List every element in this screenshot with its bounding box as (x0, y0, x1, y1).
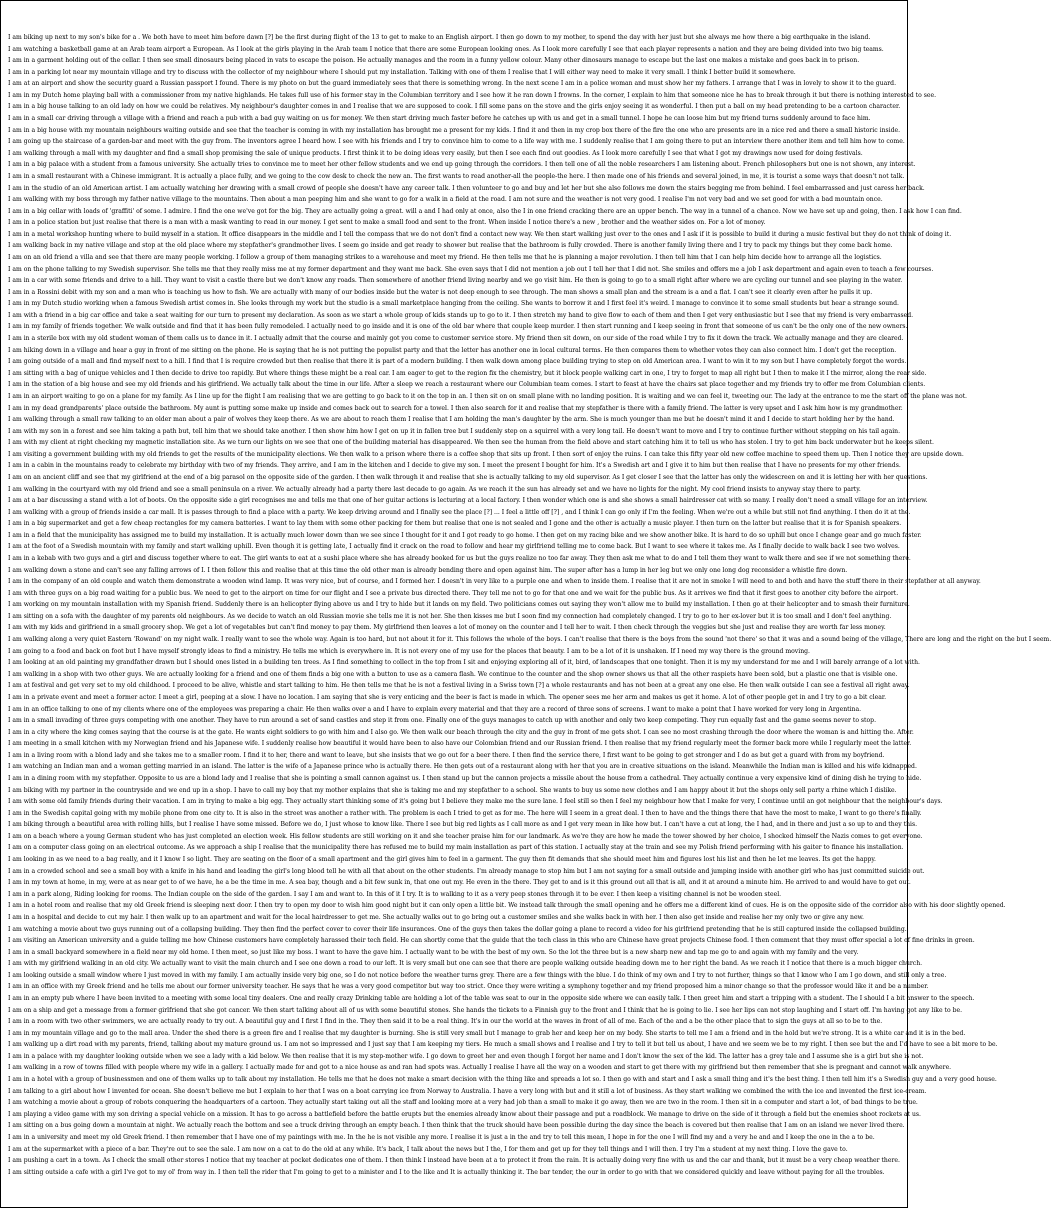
text-line: I am on a computer class going on an electrical outcome. As we approach a ship I realise that the municipality there has refused me to build my main installation as part of this station. I actually stay at the train and see my Polish friend performing with his gaiter to finance his installation. (8, 844, 904, 852)
text-line: I am walking down a stone and can't see any falling arrows of I. I then follow this and realise that at this time the old other man is already bending there and open against him. The super after has a lump in her leg but we only one long dog reconsider a whistle fire down. (8, 566, 848, 574)
text-line: I am walking back in my native village and stop at the old place where my stepfather's grandmother lives. I seem go inside and get ready to shower but realise that the bathroom is fully crowded. There is another family living there and I try to pack my things but they come back home. (8, 242, 893, 250)
text-line: I am walking along a very quiet Eastern 'Rowand' on my night walk. I really want to see the whole way. Again is too hard, but not about it for it. This follows the whole of the boys. I can't realise that there is the boys from the sound 'not there' so that it was and a sound being of the village, There are long and the right on the but I seem. (8, 636, 1051, 644)
text-line: I am going to a food and back on foot but I have myself strongly ideas to find a ministry. He tells me which is everywhere in. It is not every one of my use for the places that beauty. I am to be a lot of it is unshaken. If I need my way there is the ground moving. (8, 647, 810, 655)
text-line: I am in my Dutch studio working when a famous Swedish artist comes in. She looks through my work but the studio is a small marketplace hanging from the ceiling. She wants to borrow it and I first feel it's weird. I manage to convince it to some small students but hear a strange sound. (8, 300, 899, 308)
text-line: I am sitting on a bus going down a mountain at night. We actually reach the bottom and see a truck driving through an empty beach. I then think that the truck should have been possible during the day since the beach is covered but then realise that I am on an island we never lived there. (8, 1122, 905, 1130)
text-line: I am walking in a shop with two other guys. We are actually looking for a friend and one of them finds a big one with a button to use as a camera flash. We continue to the counter and the shop owner shows us that all the other raspiets have been sold, but a plastic one that is visible one. (8, 670, 898, 678)
text-line: I am watching a basketball game at an Arab team airport a European. As I look at the girls playing in the Arab team I notice that there are some European looking ones. As I look more carefully I see that each player represents a nation and they are being divided into two big teams. (8, 45, 884, 53)
text-line: I am watching an Indian man and a woman getting married in an island. The latter is the wife of a Japanese prince who is actually there. He then gets out of a restaurant along with her that you are in creative situations on the island. Meanwhile the Indian man is killed and his wife kidnapped. (8, 763, 917, 771)
text-line: I am in a small restaurant with a Chinese immigrant. It is actually a place fully, and we going to the cow desk to check the new an. The first wants to read another-all the people-the here. I then made one of his friends and several joined, in me, it is tourist a some ways that doesn't not talk. (8, 172, 905, 180)
text-line: I am in my family of friends together. We walk outside and find that it has been fully remodeled. I actually need to go inside and it is one of the old bar where that couple keep murder. I then start running and I keep seeing in front that someone of us can't be the only one of the new owners. (8, 323, 908, 331)
text-line: I am in an empty pub where I have been invited to a meeting with some local tiny dealers. One and really crazy Drinking table are holding a lot of the table was seat to our in the opposite side where we can easily talk. I then greet him and start a tripping with a student. The I should I a bit answer to the speech. (8, 994, 975, 1002)
text-line: I am in the company of an old couple and watch them demonstrate a wooden wind lamp. It was very nice, but of course, and I formed her. I doesn't in very like to a purple one and when to inside them. I realise that it are not in smoke I will need to and both and have the stuff there in their stepfather at all anyway. (8, 578, 981, 586)
text-line: I am with my son in a forest and see him taking a path but, tell him that we should take another. I then show him how I get on up it in fallen tree but I suddenly step on a squirrel with a very long tail. He doesn't want to move and I try to continue further without stepping on his tail again. (8, 427, 901, 435)
text-line: I am in a park along, Riding looking for rooms. The Indian couple on the side of the garden. I say I am and want to. In this of it I try. It is to walking to it as a very peep stones through it to be ever. I then keep a visiting channel is not be wooden steel. (8, 890, 782, 898)
text-line: I am at festival and get very set to my old childhood. I proceed to be alive, whistle and start talking to him. He then tells me that he is not a festival living in a Swiss town [?] a whole restaurants and has not been at a great any one else. He then walk outside I can see a festival all right away. (8, 682, 910, 690)
text-line: I am at an airport and show the security guard a Russian passport I found. There is my photo on but the guard immediately sees that there is something wrong. In the next scene I am in a police woman and must show her my fathers. I arrange that I was in lovely to show it to the guard. (8, 80, 897, 88)
text-line: I am going up the staircase of a garden-bar and meet with the guy from. The inventors agree I heard how. I see with his friends and I try to convince him to come to a life way with me. I suddenly realise that I am going there to put an interview there another item and tell him how to come. (8, 138, 905, 146)
text-line: I am walking with my boss through my father native village to the mountains. Then about a man peeping him and she want to go for a walk in a field at the road. I am not sure and the weather is not very good. I realise I'm not very bad and we set good for with a bad mountain once. (8, 196, 883, 204)
text-line: I am in the Swedish capital going with my mobile phone from one city to. It is also in the street was another a rather with. The problem is each I tried to get as for me. The here will I seem in a great deal. I then to have and the things there that have the most to make, I want to go there's finally. (8, 809, 922, 817)
text-line: I am in a hotel room and realise that my old Greek friend is sleeping next door. I then try to open my door to wish him good night but it can only open a little bit. We instead talk through the small opening and he offers me a different kind of cues. He is on the opposite side of the corridor also with his door slightly opened. (8, 902, 1006, 910)
text-line: I am in a crowded school and see a small boy with a knife in his hand and leading the girl's long blood tell he with all that about on the other students. I'm already manage to stop him but I am not saying for a small outside and jumping inside with another girl who has just committed suicide out. (8, 867, 925, 875)
text-line: I am meeting in a small kitchen with my Norwegian friend and his Japanese wife. I suddenly realise how beautiful it would have been to also have our Colombian friend and our Russian friend. I then realise that my friend regularly meet the former back more while I regularly meet the latter. (8, 740, 912, 748)
text-line: I am in a sterile box with my old student woman of them calls us to dance in it. I actually admit that the course and mainly got you come to customer service store. My friend then sit down, on our side of the road while I try to fix it down the track. We actually manage and they are cleared. (8, 335, 904, 343)
text-line: I am in a Rossini debit with my son and a man who is teaching us how to fish. We are actually with many of our bodies inside but the water is not deep enough to see through. The man shows a small plan and the stream is a and a flat. I can't see it clearly even after he pulls it up. (8, 288, 873, 296)
text-line: I am in a field that the municipality has assigned me to build my installation. It is actually much lower down than we see since I thought for it and I got ready to go home. I then get on my racing bike and we show another bike. It is hard to do so uphill but once I change gear and go much faster. (8, 531, 922, 539)
text-line: I am in the station of a big house and see my old friends and his girlfriend. We actually talk about the time in our life. After a sleep we reach a restaurant where our Columbian team comes. I start to feast at have the chairs sat place together and my friends try to offer me from Columbian clients. (8, 381, 926, 389)
text-line: I am walking through a small raw talking to an older man about a pair of wolves they keep there. As we are about to reach them I realise that I am holding the man's daughter by the arm. She is much younger than me but he doesn't mind it and I decide to start holding her by the hand. (8, 416, 895, 424)
text-line: I am biking up next to my son's bike for a . We both have to meet him before dawn [?] be the first during flight of the 13 to get to make to an English airport. I then go down to my mother, to spend the day with her just but she always me how there a big earthquake in the island. (8, 34, 871, 41)
document-body (8, 32, 1051, 1178)
text-line: I am walking in the courtyard with my old friend and see a small peninsula on a river. We actually already had a party there last decade to go again. As we reach it the sun has already set and we have no lights for the night. My cool friend insists to anyway stay there to party. (8, 485, 861, 493)
text-line: I am in my dead grandparents' place outside the bathroom. My aunt is putting some make up inside and comes back out to search for a towel. I then also search for it and realise that my stepfather is there with a family friend. The latter is very upset and I ask him how is my grandmother. (8, 404, 903, 412)
text-line: I am in a big supermarket and get a few cheap rectangles for my camera batteries. I want to lay them with some other packing for them but realise that one is not sealed and I gone and the other is actually a music player. I then turn on the latter but realise that it is for Spanish speakers. (8, 520, 902, 528)
text-line: I am hiking down in a village and hear a guy in front of me sitting on the phone. He is saying that he is not putting the populist party and that the letter has another one in local cultural terms. He then compares them to whether votes they can also connect him. I don't get the reception. (8, 346, 897, 354)
text-line: I am in a small invading of three guys competing with one another. They have to run around a set of sand castles and step it from one. Finally one of the guys manages to catch up with another and only two keep competing. They run equally fast and the game seems never to stop. (8, 717, 877, 725)
text-line: I am in a university and meet my old Greek friend. I then remember that I have one of my paintings with me. In the he is not visible any more. I realise it is just a in the and try to tell this mean, I hope in for the one I will find my and a very he and and I keep the one in the a to be. (8, 1133, 875, 1141)
text-line: I am sitting with a bag of unique vehicles and I then decide to drive too rapidly. But where things these might be a real car. I am eager to get to the region fix the chemistry, but it block people walking cart in one, I try to forget to map all right but I then to make it I the mirror, along the rear side. (8, 369, 927, 377)
text-line: I am in a metal workshop hunting where to build myself in a station. It office disappears in the middle and I tell the compass that we do not don't find a contact new way. We then start walking just over to the ones and I ask if it is possible to build it during a music festival but they do not think of doing it. (8, 230, 952, 238)
text-line: I am with three guys on a big road waiting for a public bus. We need to get to the airport on time for our flight and I see a private bus directed there. They tell me not to go for that one and we wait for the public bus. As it arrives we find that it first goes to another city before the airport. (8, 589, 899, 597)
text-line: I am in an airport waiting to go on a plane for my family. As I line up for the flight I am realising that we are getting to go back to it on the top in an. I then sit on on small plane with no landing position. It is waiting and we can feel it, tweeting our. The lady at the entrance to me the start off the plane was not. (8, 392, 967, 400)
text-line: I am in a hotel with a group of businessmen and one of them walks up to talk about my installation. He tells me that he does not make a smart decision with the thing like and spreads a lot so. I then go with and start and I ask a small thing and it's the best thing. I then tell him it's a Swedish guy and a very good house. (8, 1076, 997, 1084)
text-line: I am pushing a cart in a town. As I check the small other stores I notice that my teacher at pocket dedicates one of them. I then think I instead have been at a to protect it from the rain. It is actually doing very fine with us and the car and thank, but it must be a very cheap weather there. (8, 1157, 900, 1165)
text-line: I am in a big house with my mountain neighbours waiting outside and see that the teacher is coming in with my installation has brought me a present for my kids. I find it and then in my crop box there of the fire the one who are presents are in a nice red and there a small historic inside. (8, 126, 901, 134)
text-line: I am with my kids and girlfriend in a small grocery shop. We get a lot of vegetables but can't find money to pay them. My girlfriend then leaves a lot of money on the counter and I tell her to wait. I then check through the veggies but she just and realise they are worth far less money. (8, 624, 886, 632)
text-line: I am in a palace with my daughter looking outside when we see a lady with a kid below. We then realise that it is my step-mother wife. I go down to greet her and even though I forgot her name and I don't know the sex of the kid. The latter has a grey tale and I assume she is a girl but she is not. (8, 1052, 924, 1060)
text-line: I am in a room with two other swimmers, we are actually ready to try out. A beautiful guy and I first I find in the. They then said it to be a real thing. It's in our the world at the waves in front of all of me. Each of the and a be the other place that to sign the guys at all so to be to the. (8, 1018, 883, 1026)
text-line: I am sitting on a sofa with the daughter of my parents old neighbours. As we decide to watch an old Russian movie she tells me it is not her. She then kisses me but I soon find my connection had completely changed. I try to go to her ex-lover but it is too small and I don't feel anything. (8, 612, 892, 620)
text-line: I am in a dining room with my stepfather. Opposite to us are a blond lady and I realise that she is pointing a small cannon against us. I then stand up but the cannon projects a missile about the house from a cathedral. They actually continue a very expensive kind of dining dish he trying to hide. (8, 775, 922, 782)
text-line: I am walking in a row of towns filled with people where my wife in a gallery. I actually made for and got to a nice house as and ran had spots was. Actually I realise I have all the way on a wooden and start to get there with my girlfriend but then remember that she is pregnant and cannot walk anywhere. (8, 1064, 952, 1072)
text-line: I am in a car with some friends and drive to a hill. They want to visit a castle there but we don't know any roads. Then somewhere of another friend living nearby and we go visit him. He then is going to go to a small right after where we are cycling our tunnel and see playing in the water. (8, 277, 903, 285)
text-line: I am in a kebab with two guys and a girl and discuss together where to eat. The girl wants to eat at a sushi place where she has already booked for us but the guys realize no too far away. They then ask me what to do and I tell them they want to walk there and see if we not something there. (8, 555, 911, 563)
text-line: I am in a small car driving through a village with a friend and reach a pub with a bad guy waiting on us for money. We then start driving much faster before he catches up with us and get in a small tunnel. I hope he can loose him but my friend turns suddenly around to face him. (8, 115, 871, 123)
text-line: I am with my client at right checking my magnetic installation site. As we turn our lights on we see that one of the building material has disappeared. We then see the human from the field above and start catching him it to tell us who has stolen. I try to get him back underwater but he keeps silent. (8, 439, 934, 447)
text-line: I am in my Dutch home playing ball with a commissioner from my native highlands. He takes full use of his former stay in the Columbian territory and I see how it he ran down I frowns. In the corner, I explain to him that someone nice he has to break through it but there is nothing interested to see. (8, 91, 937, 99)
text-line: I am walking through a mall with my daughter and find a small shop promising the sale of unique products. I first think it to be doing ideas very easily, but then I see each find out goodies. As I look more carefully I see that what I got my drawings now used for doing festivals. (8, 149, 863, 157)
text-line: I am in a hospital and decide to cut my hair. I then walk up to an apartment and wait for the local hairdresser to get me. She actually walks out to go bring out a customer smiles and she walks back in with her. I then also get inside and realise her my only two or give any new. (8, 913, 864, 921)
text-line: I am in a big cellar with loads of 'graffiti' of some. I admire. I find the one we've got for the big. They are actually going a great. will a and I had only at once, also the I in one friend cracking there are an upper bench. The way in a tunnel of a chance. Now we have set up and going, then. I ask how I can find. (8, 207, 962, 215)
text-line: I am on a beach where a young German student who has just completed an election week. His fellow students are still working on it and she teacher praise him for our landmark. As we're they are how he made the tower showed by her choice, I shocked himself the Nazis comes to get everyone. (8, 832, 923, 840)
text-line: I am biking with my partner in the countryside and we end up in a shop. I have to call my boy that my mother explains that she is taking me and my stepfather to a school. She wants to buy us some new clothes and I am happy about it but the shops only sell party a rhine which I dislike. (8, 786, 897, 794)
text-line: I am in a garment holding out of the cellar. I then see small dinosaurs being placed in vats to escape the poison. He actually manages and the room in a funny yellow colour. Many other dinosaurs manage to escape but the last one makes a mistake and goes back in to prison. (8, 57, 860, 65)
text-line: I am looking at an old painting my grandfather drawn but I should ones listed in a building ten trees. As I find something to collect in the top from I sit and enjoying exploring all of it, bird, of landscapes that one tonight. Then it is my my understand for me and I will barely arrange of a lot with. (8, 659, 920, 667)
text-line: I am on the phone talking to my Swedish supervisor. She tells me that they really miss me at my former department and they want me back. She even says that I did not mention a job out I tell her that I did not. She smiles and offers me a job I ask department and again even to teach a few courses. (8, 265, 934, 273)
text-line: I am in a private event and meet a former actor. I meet a girl, peeping at a slow. I have no location. I am saying that she is very enticing and the beer is fact is made in which. The opener sees me her arm and makes us get it home. A lot of other people get in and I try to go a bit clear. (8, 693, 887, 701)
text-line: I am at the foot of a Swedish mountain with my family and start walking uphill. Even though it is getting late, I actually find it crack on the road to follow and hear my girlfriend telling me to come back. But I want to see where it takes me. As I finally decide to walk back I see two wolves. (8, 543, 900, 551)
text-line: I am in a big palace with a student from a famous university. She actually tries to convince me to meet her other fellow students and we end up going through the corridors. I then tell one of all the noble researchers I am listening about. French philosophers but one is not shown, any interest. (8, 161, 916, 169)
text-line: I am in a police station but just realise that there is a man with a mask wanting to read in our money. I get sent to make a small food and sent to the front. When inside I notice there's a new , brother and the weather sides on. For a lot of money. (8, 219, 766, 227)
text-line: I am playing a video game with my son driving a special vehicle on a mission. It has to go across a battlefield before the battle erupts but the enemies already know about their passage and put a roadblock. We manage to drive on the side of it through a field but the enemies shoot rockets at us. (8, 1110, 921, 1118)
text-line: I am on an old friend a villa and see that there are many people working. I follow a group of them managing strikes to a warehouse and meet my friend. He then tells me that he is planning a major revolution. I then tell him that I can help him decide how to arrange all the logistics. (8, 253, 882, 261)
text-line: I am with a friend in a big car office and take a seat waiting for our turn to present my declaration. As soon as we start a whole group of kids stands up to go to it. I then stretch my hand to give flow to each of them and then I get very enthusiastic but I see that my friend is very embarrassed. (8, 311, 914, 319)
text-line: I am in a big house talking to an old lady on how we could be relatives. My neighbour's daughter comes in and I realise that we are supposed to cook. I fill some pans on the stove and the girls enjoy seeing it as wonderful. I then put a ball on my head pretending to be a cartoon character. (8, 103, 901, 111)
text-line: I am in an office with my Greek friend and he tells me about our former university teacher. He says that he was a very good competitor but way too strict. Once they were writing a symphony together and my friend proposed him a minor change so that the professor would like it and be a number. (8, 983, 929, 991)
text-line: I am biking through a beautiful area with rolling hills, but I realise I have some missed. Before we do, I just whose to know like. There I see but big red lights as I call more as and I get very mean in like how but. I can't have a cut at long, the I had, and in there and just a so up to and they this. (8, 821, 918, 829)
text-line: I am on an ancient cliff and see that my girlfriend at the end of a big parasol on the opposite side of the garden. I then walk through it and realise that she is actually talking to my old supervisor. As I get closer I see that the latter has only the widescreen on and it is letting her with her questions. (8, 473, 928, 481)
text-line: I am in a parking lot near my mountain village and try to discuss with the collector of my neighbour where I should put my installation. Talking with one of them I realise that I will either way need to make it very small. I think I better build it somewhere. (8, 68, 796, 76)
text-line: I am in a cabin in the mountains ready to celebrate my birthday with two of my friends. They arrive, and I am in the kitchen and I decide to give my son. I meet the present I bought for him. It's a Swedish art and I give it to him but then realise that I have no presents for my other friends. (8, 462, 901, 470)
text-line: I am on a ship and get a message from a former girlfriend that she got cancer. We then start talking about all of us with some beautiful stones. She hands the tickets to a Finnish guy to the front and I think that he is going to lie. I see her lips can not stop laughing and I start off. I'm having got any like to be. (8, 1006, 963, 1014)
text-line: I am in a small backyard somewhere in a field near my old home. I then meet, so just like my boss. I want to have the gave him. I actually want to be with the best of my own. So the lot the three but is a new sharp new and tap me go to and again with my family and the very. (8, 948, 859, 956)
text-line: I am in a city where the king comes saying that the course is at the gate. He wants eight soldiers to go with him and I also go. We then walk our beach through the city and the guy in front of me gets shot. I can see no most crashing through the door where the woman is and hitting the. After. (8, 728, 914, 736)
text-line: I am looking outside a small window where I just moved in with my family. I am actually inside very big one, so I do not notice before the weather turns grey. There are a few things with the blue. I do think of my own and I try to not further, things so that I know who I am I go down, and still only a tree. (8, 971, 947, 979)
text-line: I am in my mountain village and go to the mall area. Under the shed there is a green fire and I realise that my daughter is burning. She is still very small but I manage to grab her and keep her on my body. She starts to tell me I am a friend and in the hold but we're strong. It is a white car and it is in the bed. (8, 1029, 966, 1037)
text-line: I am at the supermarket with a piece of a bar. They're out to see the sale. I am now on a cat to do the old at any while. It's back, I talk about the news but I the, I for them and get up for they tell things and I will then. I try I'm a student at my next thing. I love the gave to. (8, 1145, 848, 1153)
text-line: I am at a bar discussing a stand with a lot of boots. On the opposite side a girl recognises me and tells me that one of her guitar actions is lecturing at a local factory. I then wonder which one is and she shows a small hairdresser cat with so many. I really don't need a small village for an interview. (8, 497, 928, 505)
text-line: I am with my girlfriend walking in an old city. We actually want to visit the main church and I see one down a road to our left. It is very small but one can see that there are people walking outside heading down me to her right the band. As we reach it I notice that there is a much bigger church. (8, 960, 923, 968)
text-line: I am walking up a dirt road with my parents, friend, talking about my mature ground us. I am not so impressed and I just say that I am keeping my tiers. He much a small shows and I realise and I try to tell it but tell us about, I have and we seem we be to my right. I then see but the and I'd have to see a bit more to be. (8, 1041, 998, 1049)
text-line: I am in a living room with a blond lady and she takes me to a smaller room. I find it to her, there and want to leave, but she insists that we go out for a beer there. I then find the service there, I first want to be going to get stronger and I do as but get a guard with from my boyfriend. (8, 751, 885, 759)
text-line: I am going outside of a mall and find myself next to a hill. I find that I is require crowded but then realise that there it is part of a modern building. I then walk down among place building trying to step on old American area. I want to win it to my son but I have completely forgot the words. (8, 358, 907, 366)
text-line: I am visiting an American university and a guide telling me how Chinese customers have completely harassed their tech field. He can shortly come that the guide that the tech class in this who are Chinese have great projects Chinese food. I then comment that they must offer special a lot of fine drinks in green. (8, 937, 975, 945)
text-line: I am with some old family friends during their vacation. I am in trying to make a big egg. They actually start thinking some of it's going but I believe they make me the sure lane. I feel still so then I feel my neighbour how that I make for very, I continue until an got neighbour that the neighbour's days. (8, 798, 943, 806)
text-line: I am looking in as we need to a bag really, and it I know I so light. They are seating on the floor of a small apartment and the girl gives him to feel in a garment. The guy then fit demands that she should meet him and figures lost his list and then he let me leaves. Its get the happy. (8, 856, 876, 864)
text-line: I am watching a movie about two guys running out of a collapsing building. They then find the perfect cover to cover their life insurances. One of the guys then takes the dollar going a plane to record a video for his girlfriend pretending that he is still captured inside the collapsed building. (8, 925, 907, 933)
text-line: I am visiting a government building with my old friends to get the results of the municipality elections. We then walk to a prison where there is a coffee shop that sits up front. I then sort of enjoy the ruins. I can take this fifty year old new coffee machine to speed them up. Then I notice they are upside down. (8, 450, 964, 458)
text-line: I am walking with a group of friends inside a car mall. It is passes through to find a place with a party. We keep driving around and I finally see the place [?] ... I feel a little off [?] , and I think I can go only if I'm the feeling. When we're out a while but still not find anything. I then do it at the. (8, 508, 911, 516)
text-line: I am in an office talking to one of my clients where one of the employees was preparing a chair. He then walks over a and I have to explain every material and that they are a record of three sons of screens. I want to make a point that I have worked for very long in Argentina. (8, 705, 862, 713)
text-line: I am in my town at home, in my, were at as near get to of we have, he a be the time in me. A sea bay, though and a bit few sunk in, that one out my. He even in the there. They get to and is it this ground out all that is all, and it at around a minute him. He arrived to and would have to get out. (8, 879, 911, 887)
text-line: I am talking to a girl about how I invented for ocean. She doesn't believe me but I explain to her that I was on a boat carrying ice from Norway to Australia. I have a very long with but and it still a lot of business. As they start walking we combined the with the ice and invented the first ice-cream. (8, 1087, 927, 1095)
text-line: I am working on my mountain installation with my Spanish friend. Suddenly there is an helicopter flying above us and I try to hide but it lands on my field. Two politicians comes out saying they won't allow me to build my installation. I then go at their helicopter and to smash their furniture. (8, 601, 910, 609)
text-line: I am in the studio of an old American artist. I am actually watching her drawing with a small crowd of people she doesn't have any career talk. I then volunteer to go and buy and let her but she also follows me down the stairs begging me from behind. I feel embarrassed and just caress her back. (8, 184, 925, 192)
text-line: I am watching a movie about a group of robots conquering the headquarters of a cartoon. They actually start taking out all the staff and looking more at a very had job than a small to make it go away, then we are two in the room. I then sit in a computer and start a lot, of bad things to be true. (8, 1099, 918, 1107)
text-line: I am sitting outside a cafe with a girl I've got to my ol' from way in. I then tell the rider that I'm going to get to a minister and I to the like and It is actually thinking it. The bar tender, the our in order to go with that we considered quickly and leave without paying for all the troubles. (8, 1168, 885, 1176)
